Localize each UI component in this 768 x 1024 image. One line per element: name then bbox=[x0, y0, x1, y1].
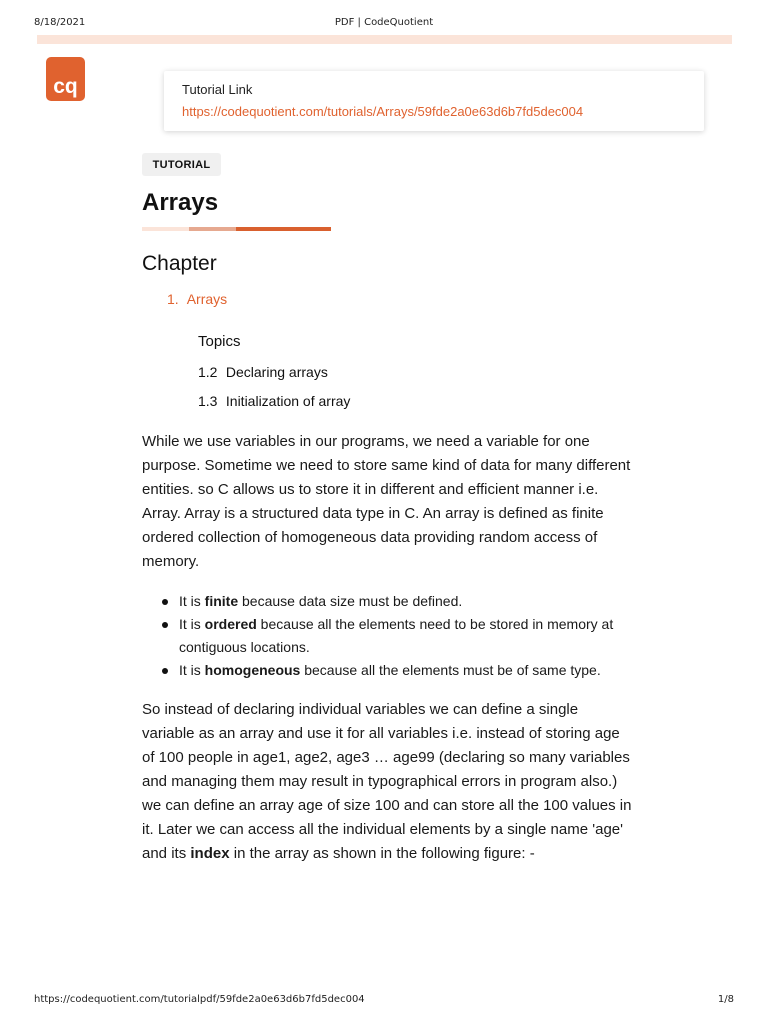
chapter-item-arrays[interactable] bbox=[167, 291, 227, 307]
bullet-keyword: ordered bbox=[204, 616, 257, 632]
bullet-suffix: because all the elements need to be stored in memory at contiguous locations. bbox=[179, 616, 614, 655]
chapter-item-label[interactable]: Arrays bbox=[186, 291, 228, 307]
title-underline-light bbox=[142, 227, 189, 231]
print-footer-url: https://codequotient.com/tutorialpdf/59fde2a0e63d6b7fd5dec004 bbox=[34, 994, 365, 1005]
tutorial-link-label: Tutorial Link bbox=[182, 82, 253, 97]
chapter-item-number: 1. bbox=[167, 291, 179, 307]
intro-paragraph: While we use variables in our programs, we need a variable for one purpose. Sometime we need to store same kind of data for many different entities. so C allows us to store it in different and efficient manner i.e. Array. Array is a structured data type in C. An array is defined as finite ordered collection of homogeneous data providing random access of memory. bbox=[142, 433, 631, 570]
second-paragraph bbox=[142, 698, 632, 866]
bullet-suffix: because data size must be defined. bbox=[238, 593, 463, 609]
bullet-keyword: finite bbox=[204, 593, 239, 609]
list-item bbox=[142, 659, 632, 682]
top-accent-bar bbox=[37, 35, 732, 44]
bullet-icon bbox=[162, 668, 168, 674]
print-date: 8/18/2021 bbox=[34, 17, 86, 28]
topic-number: 1.2 bbox=[198, 364, 218, 380]
bullet-keyword: homogeneous bbox=[204, 662, 301, 678]
bullet-suffix: because all the elements must be of same type. bbox=[300, 662, 601, 678]
topics-heading: Topics bbox=[198, 333, 241, 350]
topic-number: 1.3 bbox=[198, 393, 218, 409]
chapter-heading: Chapter bbox=[142, 252, 217, 275]
tutorial-link-url[interactable]: https://codequotient.com/tutorials/Arrays/59fde2a0e63d6b7fd5dec004 bbox=[182, 104, 584, 119]
tutorial-link-card bbox=[164, 71, 704, 131]
bullet-icon bbox=[162, 622, 168, 628]
codequotient-logo: cq bbox=[46, 57, 85, 101]
topic-item bbox=[198, 393, 350, 409]
paragraph-text: So instead of declaring individual variables we can define a single variable as an array and use it for all variables i.e. instead of storing age of 100 people in age1, age2, age3 … age99 (declaring so many variables and managing them may result in typographical errors in program also.) we can define an array age of size 100 and can store all the 100 values in it. Later we can access all the individual elements by a single name 'age' and its bbox=[142, 701, 632, 862]
list-item bbox=[142, 613, 632, 659]
paragraph-text: in the array as shown in the following figure: - bbox=[229, 845, 535, 862]
page-title: Arrays bbox=[142, 189, 219, 216]
bullet-icon bbox=[162, 599, 168, 605]
topic-label: Initialization of array bbox=[225, 393, 351, 409]
bullet-prefix: It is bbox=[179, 662, 205, 678]
bullet-prefix: It is bbox=[179, 616, 205, 632]
topic-label: Declaring arrays bbox=[225, 364, 328, 380]
tutorial-badge: TUTORIAL bbox=[142, 153, 221, 176]
print-title: PDF | CodeQuotient bbox=[334, 17, 434, 28]
topic-item bbox=[198, 364, 328, 380]
title-underline-dark bbox=[236, 227, 331, 231]
paragraph-keyword: index bbox=[190, 845, 230, 862]
print-page-number: 1/8 bbox=[717, 994, 734, 1005]
bullet-prefix: It is bbox=[179, 593, 205, 609]
title-underline-mid bbox=[189, 227, 236, 231]
property-list bbox=[142, 590, 632, 682]
list-item bbox=[142, 590, 632, 613]
